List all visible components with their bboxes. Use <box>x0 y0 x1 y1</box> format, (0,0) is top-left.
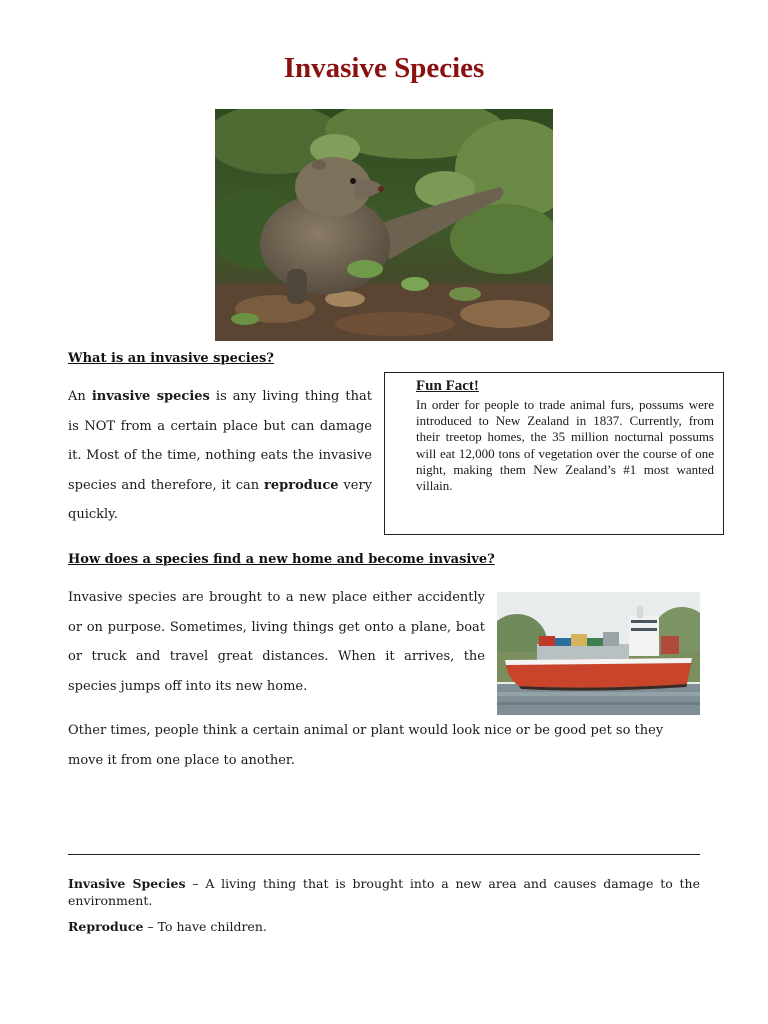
glossary-definition: – To have children. <box>143 919 267 934</box>
paragraph-text: An <box>68 389 92 404</box>
fun-fact-title: Fun Fact! <box>416 378 479 394</box>
term-invasive-species: invasive species <box>91 389 210 404</box>
section-heading-what-is: What is an invasive species? <box>68 351 274 366</box>
paragraph-text: very quickly. <box>68 477 372 523</box>
glossary-item-invasive-species <box>68 875 700 909</box>
glossary-definition: – A living thing that is brought into a new area and causes damage to the environment. <box>68 876 700 908</box>
paragraph-text: is any living thing that is NOT from a certain place but can damage it. Most of the time, nothing eats the invasive species and therefore, it can <box>68 389 372 493</box>
glossary-term: Invasive Species <box>68 876 186 891</box>
fun-fact-text: In order for people to trade animal furs, possums were introduced to New Zealand in 1837. Currently, from their treetop homes, the 35 million nocturnal possums will eat 12,000 tons of vegetation over the course of one night, making them New Zealand’s #1 most wanted villain. <box>416 397 714 494</box>
section-heading-new-home: How does a species find a new home and become invasive? <box>68 552 495 567</box>
mongoose-photo <box>215 109 553 341</box>
cargo-ship-photo <box>497 592 700 715</box>
glossary-divider <box>68 854 700 855</box>
term-reproduce: reproduce <box>264 477 339 493</box>
definition-paragraph <box>68 382 372 530</box>
pet-paragraph: Other times, people think a certain animal or plant would look nice or be good pet so they move it from one place to another. <box>68 723 664 768</box>
fun-fact-box <box>384 372 724 535</box>
glossary-term: Reproduce <box>68 919 144 934</box>
glossary-item-reproduce <box>68 918 700 935</box>
page-title: Invasive Species <box>283 52 485 84</box>
travel-paragraph: Invasive species are brought to a new place either accidently or on purpose. Sometimes, living things get onto a plane, boat or truck and travel great distances. When it arrives, the species jumps off into its new home. <box>68 590 485 694</box>
